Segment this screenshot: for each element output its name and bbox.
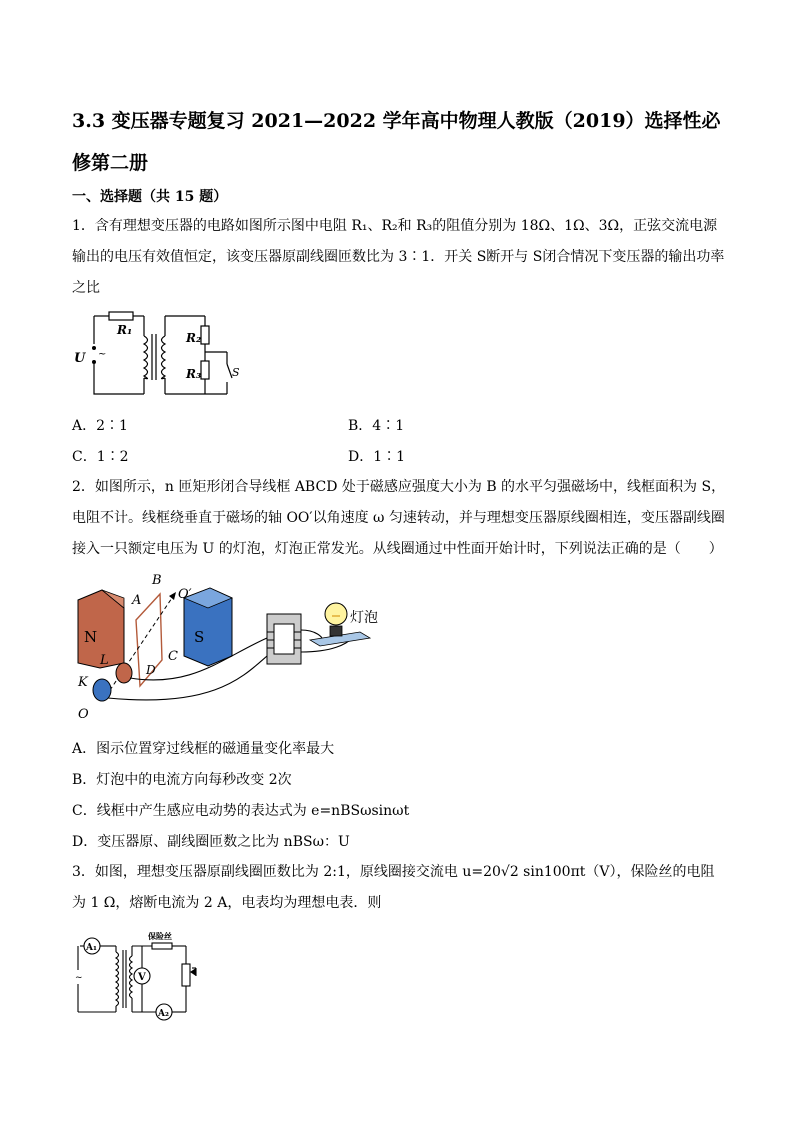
page-title: 3.3 变压器专题复习 2021—2022 学年高中物理人教版（2019）选择性必修第二册 xyxy=(72,110,721,174)
label-fuse: 保险丝 xyxy=(148,931,172,941)
rheostat xyxy=(182,964,190,986)
question-2-generator-figure xyxy=(72,568,402,723)
question-1-stem: 1．含有理想变压器的电路如图所示图中电阻 R₁、R₂和 R₃的阻值分别为 18Ω、1Ω、3Ω，正弦交流电源输出的电压有效值恒定，该变压器原副线圈匝数比为 3∶1．开关 S断开与 S闭合情况下变压器的输出功率之比 xyxy=(72,218,725,296)
q1-option-b[interactable]: B．4∶1 xyxy=(348,418,405,434)
ac-symbol: ~ xyxy=(98,349,107,360)
q2-option-b[interactable]: B．灯泡中的电流方向每秒改变 2次 xyxy=(72,772,292,788)
label-r1: R₁ xyxy=(117,323,133,337)
ac-symbol: ~ xyxy=(75,973,83,983)
label-v: V xyxy=(138,972,146,983)
q1-option-a[interactable]: A．2∶1 xyxy=(72,418,128,434)
label-lamp: 灯泡 xyxy=(350,610,378,626)
label-s: S xyxy=(232,366,240,379)
fuse xyxy=(152,943,172,949)
label-c: C xyxy=(168,649,178,664)
lamp-bulb xyxy=(325,603,347,625)
source-terminal-top xyxy=(92,346,96,350)
section-heading: 一、选择题（共 15 题） xyxy=(72,189,228,205)
r1-resistor xyxy=(109,312,133,320)
label-n: N xyxy=(84,628,98,646)
label-s: S xyxy=(194,628,205,646)
label-a2: A₂ xyxy=(158,1009,169,1019)
question-2-stem: 2．如图所示，n 匝矩形闭合导线框 ABCD 处于磁感应强度大小为 B 的水平匀强磁场中，线框面积为 S，电阻不计。线框绕垂直于磁场的轴 OO′以角速度 ω 匀速转动，并与理想变压器原线圈相连，变压器副线圈接入一只额定电压为 U 的灯泡，灯泡正常发光。从线圈通过中性面开始计时，下列说法正确的是（ ） xyxy=(72,479,726,557)
label-d: D xyxy=(146,663,156,677)
label-o: O xyxy=(78,707,89,722)
r2-resistor xyxy=(201,326,209,344)
label-k: K xyxy=(78,675,88,690)
label-l: L xyxy=(100,653,109,668)
question-3-circuit-figure xyxy=(72,930,212,1022)
question-3-stem: 3．如图，理想变压器原副线圈匝数比为 2:1，原线圈接交流电 u=20√2 sin100πt（V），保险丝的电阻为 1 Ω，熔断电流为 2 A，电表均为理想电表．则 xyxy=(72,864,715,911)
label-r2: R₂ xyxy=(186,331,202,345)
q1-option-d[interactable]: D．1∶1 xyxy=(348,449,406,465)
q2-option-c[interactable]: C．线框中产生感应电动势的表达式为 e=nBSωsinωt xyxy=(72,803,410,819)
r3-resistor xyxy=(201,361,209,379)
label-r3: R₃ xyxy=(186,367,202,381)
label-u: U xyxy=(74,351,86,366)
q2-option-a[interactable]: A．图示位置穿过线框的磁通量变化率最大 xyxy=(72,741,335,757)
label-a: A xyxy=(132,593,142,608)
label-a1: A₁ xyxy=(86,943,97,953)
slip-ring-l xyxy=(116,663,132,683)
source-terminal-bottom xyxy=(92,360,96,364)
label-o-prime: O′ xyxy=(178,587,192,602)
label-b: B xyxy=(152,573,162,588)
q2-option-d[interactable]: D．变压器原、副线圈匝数之比为 nBSω：U xyxy=(72,834,350,850)
question-1-circuit-figure xyxy=(72,306,247,404)
q1-option-c[interactable]: C．1∶2 xyxy=(72,449,129,465)
